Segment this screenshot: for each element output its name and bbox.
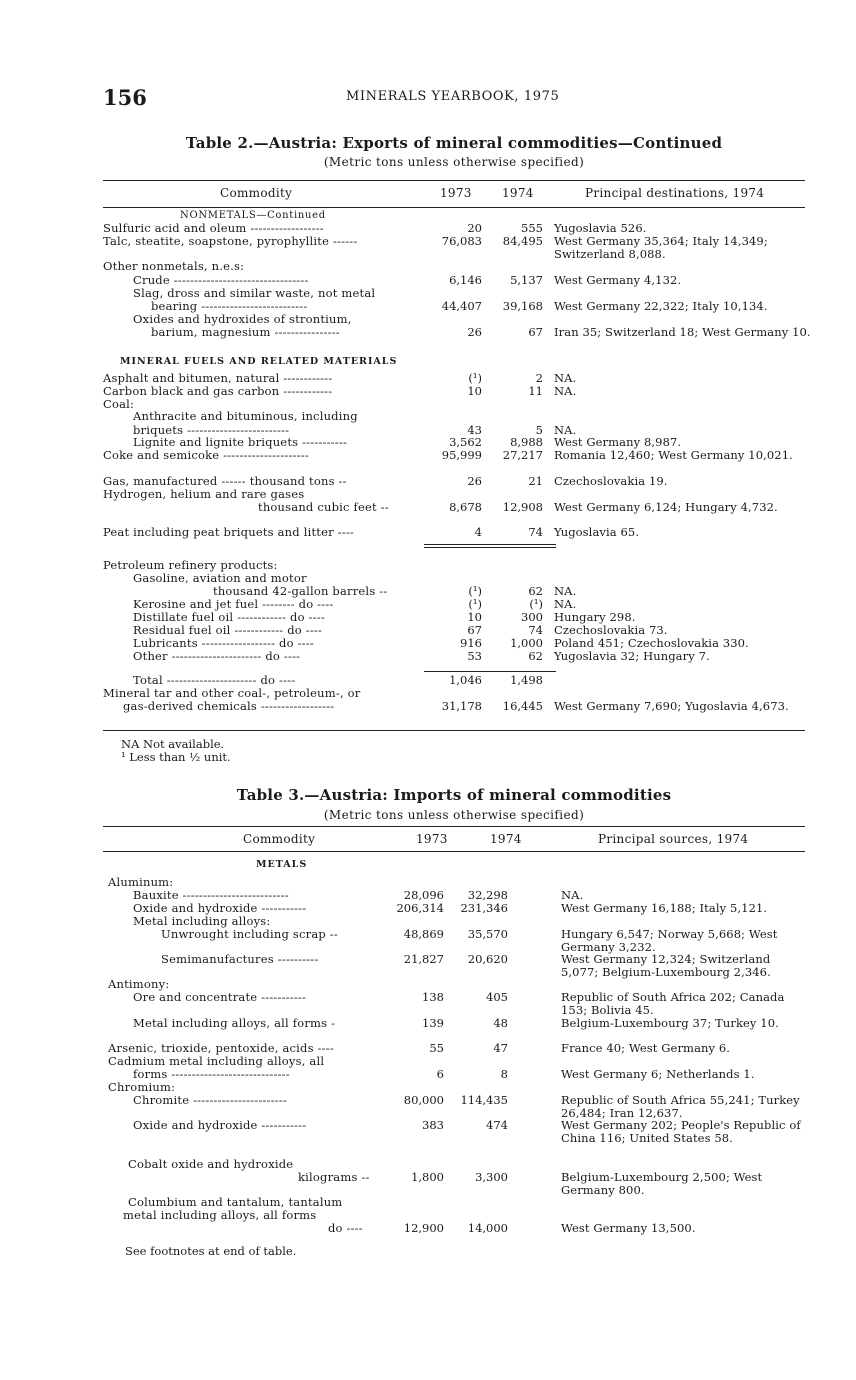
row-commodity: Other ---------------------- do ---- (133, 649, 301, 663)
row-commodity: Total ---------------------- do ---- (133, 673, 296, 687)
row-value-1973: 138 (422, 990, 444, 1004)
row-value-1974: 39,168 (502, 299, 543, 313)
row-value-1973: 31,178 (441, 699, 482, 713)
row-value-1973: 1,046 (449, 673, 482, 687)
row-commodity: Carbon black and gas carbon ------------ (103, 384, 333, 398)
row-commodity: Slag, dross and similar waste, not metal (133, 286, 376, 300)
row-commodity: Oxide and hydroxide ----------- (133, 901, 307, 915)
row-value-1974: 474 (486, 1118, 508, 1132)
row-commodity: Lignite and lignite briquets ----------- (133, 435, 348, 449)
row-value-1973: 6 (436, 1067, 444, 1081)
row-value-1974: 62 (528, 649, 543, 663)
row-commodity: Oxide and hydroxide ----------- (133, 1118, 307, 1132)
row-commodity: briquets ------------------------- (133, 423, 290, 437)
table2-title: Table 2.—Austria: Exports of mineral commodities—Continued (185, 134, 723, 152)
table3-section-metals: METALS (256, 859, 308, 870)
row-partners: NA. (554, 384, 577, 398)
row-value-1974: 74 (528, 525, 543, 539)
row-commodity: Columbium and tantalum, tantalum (128, 1195, 343, 1209)
row-value-1973: 4 (474, 525, 482, 539)
row-value-1973: 95,999 (441, 448, 482, 462)
row-value-1973: 10 (467, 610, 482, 624)
row-commodity: barium, magnesium ---------------- (151, 325, 340, 339)
row-value-1974: 32,298 (467, 888, 508, 902)
row-value-1974: 231,346 (460, 901, 508, 915)
row-value-1974: 47 (493, 1041, 508, 1055)
table3-col-commodity: Commodity (243, 832, 316, 846)
table2-col-destinations: Principal destinations, 1974 (585, 186, 765, 200)
row-value-1974: 62 (528, 584, 543, 598)
table3-header-rule (103, 851, 805, 852)
table2-col-1974: 1974 (502, 186, 534, 200)
row-commodity: Talc, steatite, soapstone, pyrophyllite ------ (103, 234, 358, 248)
table3-col-1974: 1974 (490, 832, 522, 846)
row-partners: West Germany 202; People's Republic of China 116; United States 58. (561, 1118, 801, 1145)
row-commodity: metal including alloys, all forms (123, 1208, 317, 1222)
table2-subtitle: (Metric tons unless otherwise specified) (323, 155, 585, 169)
row-partners: West Germany 12,324; Switzerland 5,077; Belgium-Luxembourg 2,346. (561, 952, 771, 979)
row-value-1974: 35,570 (467, 927, 508, 941)
table3-note: See footnotes at end of table. (125, 1244, 297, 1258)
row-partners: West Germany 13,500. (561, 1221, 696, 1235)
row-value-1974: 74 (528, 623, 543, 637)
row-value-1974: 2 (535, 371, 543, 385)
row-value-1974: 8,988 (510, 435, 543, 449)
row-value-1974: 5 (535, 423, 543, 437)
row-value-1974: 14,000 (467, 1221, 508, 1235)
row-value-1973: 21,827 (403, 952, 444, 966)
row-commodity: Anthracite and bituminous, including (133, 409, 358, 423)
row-value-1973: 206,314 (396, 901, 444, 915)
row-value-1973: 28,096 (403, 888, 444, 902)
table2-col-commodity: Commodity (220, 186, 293, 200)
row-commodity: Chromite ----------------------- (133, 1093, 288, 1107)
row-value-1973: (¹) (468, 584, 482, 598)
row-commodity: Other nonmetals, n.e.s: (103, 259, 245, 273)
row-value-1974: 1,498 (510, 673, 543, 687)
row-partners: West Germany 8,987. (554, 435, 682, 449)
row-commodity: do ---- (328, 1221, 363, 1235)
row-commodity: Peat including peat briquets and litter ---- (103, 525, 355, 539)
table3-col-sources: Principal sources, 1974 (598, 832, 749, 846)
row-commodity: Gas, manufactured ------ thousand tons -- (103, 474, 347, 488)
row-value-1974: 300 (521, 610, 543, 624)
row-value-1973: 20 (467, 221, 482, 235)
row-partners: Czechoslovakia 19. (554, 474, 668, 488)
footnote-1: ¹ Less than ½ unit. (121, 750, 231, 764)
row-partners: Yugoslavia 526. (554, 221, 647, 235)
page-number: 156 (103, 85, 147, 110)
row-commodity: Kerosine and jet fuel -------- do ---- (133, 597, 334, 611)
row-value-1973: 26 (467, 474, 482, 488)
row-value-1974: 8 (500, 1067, 508, 1081)
table2-section-fuels: MINERAL FUELS AND RELATED MATERIALS (120, 356, 398, 367)
row-partners: Romania 12,460; West Germany 10,021. (554, 448, 793, 462)
row-partners: Iran 35; Switzerland 18; West Germany 10. (554, 325, 811, 339)
row-commodity: Cadmium metal including alloys, all (108, 1054, 325, 1068)
row-partners: NA. (554, 423, 577, 437)
row-commodity: Arsenic, trioxide, pentoxide, acids ---- (108, 1041, 334, 1055)
row-partners: Czechoslovakia 73. (554, 623, 668, 637)
row-commodity: Antimony: (108, 977, 170, 991)
row-commodity: Cobalt oxide and hydroxide (128, 1157, 294, 1171)
row-value-1973: 55 (429, 1041, 444, 1055)
row-commodity: Crude --------------------------------- (133, 273, 309, 287)
row-commodity: Asphalt and bitumen, natural ------------ (103, 371, 333, 385)
running-title: MINERALS YEARBOOK, 1975 (346, 89, 560, 104)
table2-header-rule (103, 207, 805, 208)
page-header (103, 85, 803, 109)
table2-total-rule (424, 671, 556, 672)
row-partners: Yugoslavia 65. (554, 525, 640, 539)
row-partners: West Germany 7,690; Yugoslavia 4,673. (554, 699, 789, 713)
row-partners: NA. (554, 597, 577, 611)
table3-top-rule (103, 826, 805, 827)
table2-double-rule-b (424, 547, 556, 548)
row-commodity: thousand 42-gallon barrels -- (213, 584, 388, 598)
row-partners: West Germany 35,364; Italy 14,349; Switzerland 8,088. (554, 234, 768, 261)
row-partners: Yugoslavia 32; Hungary 7. (554, 649, 710, 663)
row-value-1973: 916 (460, 636, 482, 650)
row-commodity: Oxides and hydroxides of strontium, (133, 312, 352, 326)
row-partners: West Germany 6; Netherlands 1. (561, 1067, 755, 1081)
footnote-na: NA Not available. (121, 737, 225, 751)
row-value-1973: 3,562 (449, 435, 482, 449)
row-partners: Poland 451; Czechoslovakia 330. (554, 636, 749, 650)
row-commodity: Metal including alloys: (133, 914, 271, 928)
row-value-1974: 5,137 (510, 273, 543, 287)
row-commodity: Gasoline, aviation and motor (133, 571, 307, 585)
row-partners: Belgium-Luxembourg 37; Turkey 10. (561, 1016, 779, 1030)
row-commodity: Lubricants ------------------ do ---- (133, 636, 314, 650)
row-partners: France 40; West Germany 6. (561, 1041, 731, 1055)
row-commodity: Ore and concentrate ----------- (133, 990, 307, 1004)
row-value-1974: 114,435 (460, 1093, 508, 1107)
row-value-1973: 8,678 (449, 500, 482, 514)
row-partners: Belgium-Luxembourg 2,500; West Germany 800. (561, 1170, 763, 1197)
row-value-1973: 10 (467, 384, 482, 398)
row-value-1974: 20,620 (467, 952, 508, 966)
row-value-1973: 26 (467, 325, 482, 339)
row-partners: Republic of South Africa 55,241; Turkey 26,484; Iran 12,637. (561, 1093, 800, 1120)
row-partners: Republic of South Africa 202; Canada 153; Bolivia 45. (561, 990, 785, 1017)
row-value-1974: 84,495 (502, 234, 543, 248)
row-partners: NA. (554, 584, 577, 598)
table2-section-nonmetals: NONMETALS—Continued (180, 210, 326, 221)
row-partners: Hungary 6,547; Norway 5,668; West Germany 3,232. (561, 927, 778, 954)
table2-double-rule-a (424, 544, 556, 545)
row-commodity: Coke and semicoke --------------------- (103, 448, 309, 462)
row-value-1973: 12,900 (403, 1221, 444, 1235)
table3-subtitle: (Metric tons unless otherwise specified) (323, 808, 585, 822)
row-commodity: thousand cubic feet -- (258, 500, 389, 514)
row-value-1973: 139 (422, 1016, 444, 1030)
row-value-1973: (¹) (468, 597, 482, 611)
row-partners: Hungary 298. (554, 610, 636, 624)
row-value-1974: 11 (528, 384, 543, 398)
row-value-1974: 48 (493, 1016, 508, 1030)
row-value-1973: 48,869 (403, 927, 444, 941)
row-value-1974: (¹) (529, 597, 543, 611)
row-value-1973: 53 (467, 649, 482, 663)
row-partners: West Germany 22,322; Italy 10,134. (554, 299, 768, 313)
row-partners: NA. (561, 888, 584, 902)
row-commodity: Petroleum refinery products: (103, 558, 278, 572)
row-commodity: Sulfuric acid and oleum ------------------ (103, 221, 324, 235)
row-value-1973: 43 (467, 423, 482, 437)
row-value-1973: (¹) (468, 371, 482, 385)
row-value-1974: 405 (486, 990, 508, 1004)
row-value-1973: 1,800 (411, 1170, 444, 1184)
row-commodity: Metal including alloys, all forms - (133, 1016, 336, 1030)
row-value-1973: 44,407 (441, 299, 482, 313)
table2-col-1973: 1973 (440, 186, 472, 200)
row-value-1973: 383 (422, 1118, 444, 1132)
row-value-1973: 67 (467, 623, 482, 637)
row-commodity: gas-derived chemicals ------------------ (123, 699, 335, 713)
row-commodity: kilograms -- (298, 1170, 370, 1184)
table3-title: Table 3.—Austria: Imports of mineral commodities (236, 786, 672, 804)
row-value-1974: 3,300 (475, 1170, 508, 1184)
row-commodity: Bauxite -------------------------- (133, 888, 289, 902)
row-commodity: Chromium: (108, 1080, 176, 1094)
row-partners: West Germany 6,124; Hungary 4,732. (554, 500, 778, 514)
row-commodity: Hydrogen, helium and rare gases (103, 487, 305, 501)
row-value-1974: 1,000 (510, 636, 543, 650)
table2-top-rule (103, 180, 805, 181)
row-commodity: bearing -------------------------- (151, 299, 308, 313)
row-commodity: Semimanufactures ---------- (161, 952, 319, 966)
row-value-1973: 80,000 (403, 1093, 444, 1107)
row-commodity: Distillate fuel oil ------------ do ---- (133, 610, 325, 624)
row-commodity: Unwrought including scrap -- (161, 927, 338, 941)
table3-col-1973: 1973 (416, 832, 448, 846)
table2-bottom-rule (103, 730, 805, 731)
row-value-1974: 16,445 (502, 699, 543, 713)
row-value-1974: 67 (528, 325, 543, 339)
row-commodity: Mineral tar and other coal-, petroleum-, or (103, 686, 361, 700)
row-commodity: Coal: (103, 397, 135, 411)
row-value-1974: 12,908 (502, 500, 543, 514)
row-commodity: forms ----------------------------- (133, 1067, 290, 1081)
row-partners: West Germany 4,132. (554, 273, 682, 287)
row-value-1973: 76,083 (441, 234, 482, 248)
row-value-1974: 27,217 (502, 448, 543, 462)
row-value-1974: 21 (528, 474, 543, 488)
row-value-1973: 6,146 (449, 273, 482, 287)
row-partners: West Germany 16,188; Italy 5,121. (561, 901, 768, 915)
row-value-1974: 555 (521, 221, 543, 235)
row-commodity: Residual fuel oil ------------ do ---- (133, 623, 323, 637)
row-partners: NA. (554, 371, 577, 385)
row-commodity: Aluminum: (108, 875, 174, 889)
